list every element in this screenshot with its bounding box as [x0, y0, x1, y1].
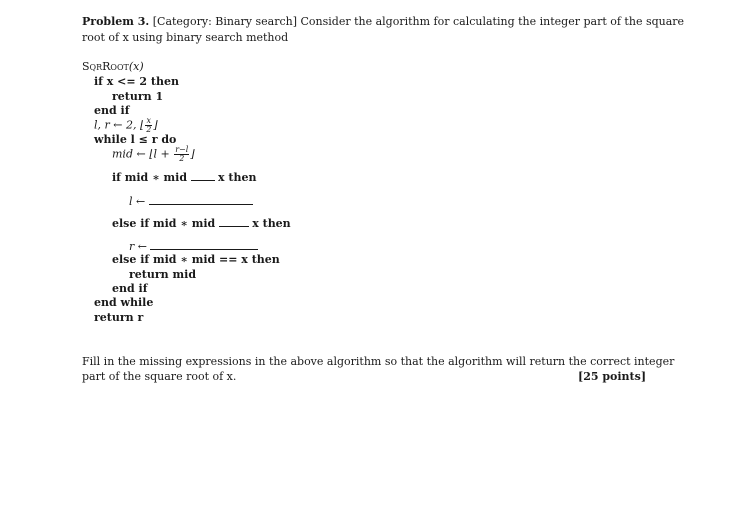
line-while: while l ≤ r do — [94, 133, 177, 146]
line-end-if-2: end if — [112, 282, 148, 295]
points-label: [25 points] — [578, 370, 647, 383]
mid-numerator: r−l — [175, 145, 189, 154]
blank-r-expression[interactable] — [150, 239, 258, 250]
line-if-base: if x <= 2 then — [94, 75, 179, 88]
init-rhs: ⌋ — [153, 118, 158, 132]
line-r-assign — [129, 239, 258, 254]
mid-fraction — [174, 146, 189, 163]
init-numerator: x — [146, 116, 152, 125]
mid-denominator: 2 — [179, 154, 185, 163]
problem-text-2: root of x using binary search method — [82, 31, 289, 44]
r-assign-text: r ← — [129, 240, 147, 253]
l-assign-text: l ← — [129, 195, 146, 208]
else-if-then: x then — [252, 217, 291, 230]
line-else-if-equal: else if mid ∗ mid == x then — [112, 253, 280, 266]
mid-rhs: ⌋ — [190, 147, 195, 161]
blank-comparison-1[interactable] — [191, 170, 215, 181]
problem-label: Problem 3. — [82, 15, 150, 28]
else-if-text: else if mid ∗ mid — [112, 217, 216, 230]
line-return-r: return r — [94, 311, 144, 324]
problem-statement-line-2 — [82, 31, 288, 45]
init-lhs: l, r ← 2, ⌊ — [94, 118, 145, 132]
init-denominator: 2 — [146, 125, 152, 134]
if-mid-text: if mid ∗ mid — [112, 171, 188, 184]
algorithm-param: (x) — [128, 60, 144, 73]
instruction-line-1: Fill in the missing expressions in the above algorithm so that the algorithm will return the correct integer — [82, 355, 675, 368]
algorithm-name: SqrRoot — [82, 60, 129, 73]
line-end-if-1: end if — [94, 104, 130, 117]
mid-lhs: mid ← ⌊l + — [112, 147, 174, 161]
line-mid-assign — [112, 146, 195, 163]
init-fraction — [145, 117, 152, 134]
line-return-mid: return mid — [129, 268, 197, 281]
if-mid-then: x then — [218, 171, 257, 184]
line-l-assign — [129, 194, 253, 209]
line-if-mid — [112, 170, 257, 185]
problem-text-1: Consider the algorithm for calculating the integer part of the square — [300, 15, 685, 28]
line-init — [94, 117, 158, 134]
algorithm-header — [82, 60, 144, 74]
blank-comparison-2[interactable] — [219, 216, 249, 227]
problem-statement-line-1 — [82, 15, 684, 29]
line-end-while: end while — [94, 296, 154, 309]
instruction-line-2: part of the square root of x. — [82, 370, 237, 383]
problem-category: [Category: Binary search] — [152, 15, 297, 28]
line-return-1: return 1 — [112, 90, 164, 103]
line-else-if-mid — [112, 216, 291, 231]
blank-l-expression[interactable] — [149, 194, 253, 205]
